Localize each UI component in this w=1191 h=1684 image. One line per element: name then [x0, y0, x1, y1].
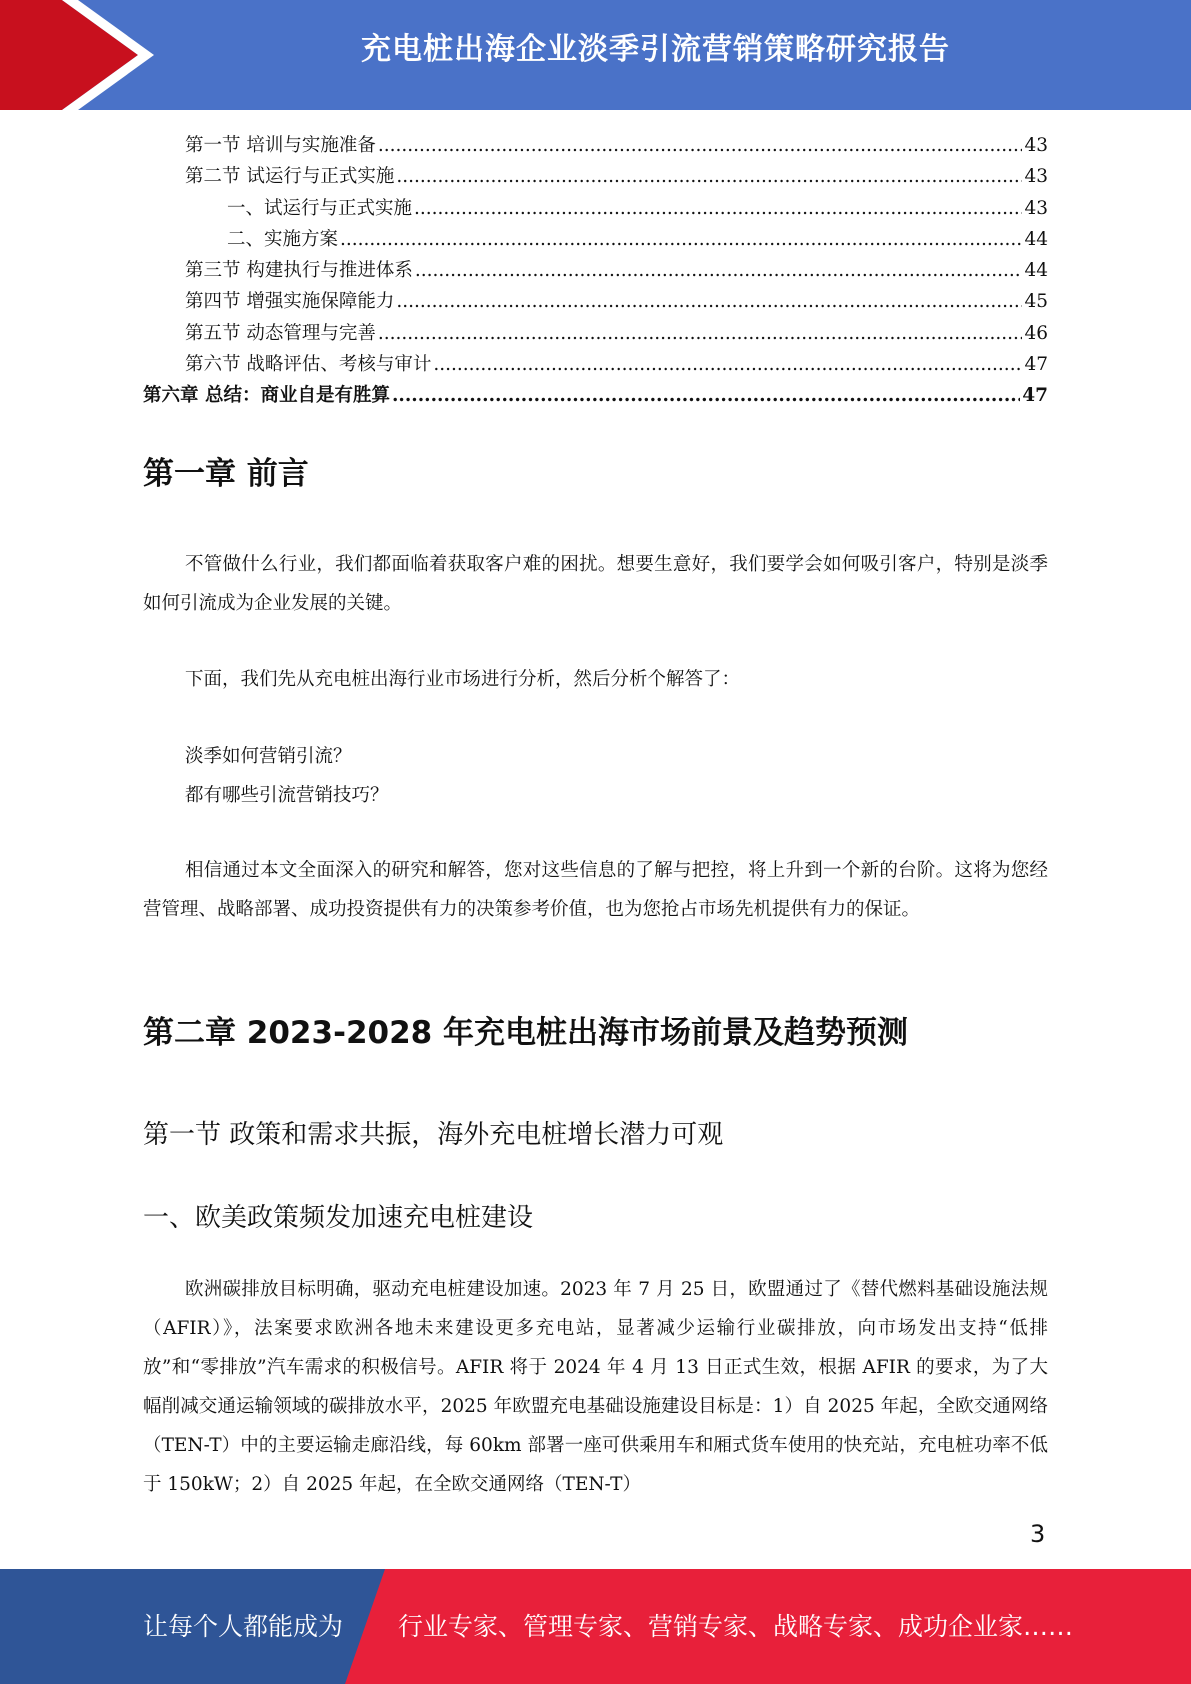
toc-leader-dots	[396, 291, 1022, 312]
body-paragraph: 下面，我们先从充电桩出海行业市场进行分析，然后分析个解答了：	[185, 669, 741, 690]
toc-leader-dots	[415, 260, 1023, 281]
toc-entry-label: 第四节 增强实施保障能力	[185, 291, 395, 313]
page-number: 3	[1030, 1520, 1046, 1548]
footer-banner	[0, 1569, 1191, 1684]
body-paragraph: 欧洲碳排放目标明确，驱动充电桩建设加速。2023 年 7 月 25 日，欧盟通过了《替代燃料基础设施法规（AFIR）》，法案要求欧洲各地未来建设更多充电站，显著减少运输行业碳排放，向市场发出支持“低排放”和“零排放”汽车需求的积极信号。AFIR 将于 2024 年 4 月 13 日正式生效，根据 AFIR 的要求，为了大幅削减交通运输领域的碳排放水平，2025 年欧盟充电基础设施建设目标是：1）自 2025 年起，全欧交通网络（TEN-T）中的主要运输走廊沿线，每 60km 部署一座可供乘用车和厢式货车使用的快充站，充电桩功率不低于 150kW；2）自 2025 年起，在全欧交通网络（TEN-T）	[143, 1279, 1048, 1495]
toc-entry-label: 第五节 动态管理与完善	[185, 322, 376, 344]
toc-entry-label: 第六章 总结：商业自是有胜算	[143, 385, 390, 407]
toc-entry[interactable]	[143, 256, 1048, 287]
chapter-heading: 第一章 前言	[143, 456, 309, 492]
toc-entry-chapter[interactable]	[143, 381, 1048, 412]
toc-entry-page: 44	[1024, 228, 1048, 250]
toc-entry-label: 一、试运行与正式实施	[227, 197, 413, 219]
question-line: 淡季如何营销引流？	[185, 746, 352, 767]
toc-entry[interactable]	[143, 287, 1048, 318]
section-heading: 第一节 政策和需求共振，海外充电桩增长潜力可观	[143, 1120, 724, 1150]
toc-entry-page: 44	[1024, 260, 1048, 282]
toc-entry[interactable]	[143, 350, 1048, 381]
toc-entry-page: 43	[1024, 197, 1048, 219]
toc-entry-page: 43	[1024, 135, 1048, 156]
toc-entry-page: 47	[1022, 385, 1048, 407]
toc-entry-label: 第三节 构建执行与推进体系	[185, 260, 413, 282]
body-paragraph: 不管做什么行业，我们都面临着获取客户难的困扰。想要生意好，我们要学会如何吸引客户，特别是淡季如何引流成为企业发展的关键。	[143, 554, 1048, 614]
toc-entry[interactable]	[143, 162, 1048, 193]
toc-leader-dots	[433, 354, 1022, 375]
chapter-heading: 第二章 2023-2028 年充电桩出海市场前景及趋势预测	[143, 1015, 909, 1051]
toc-entry[interactable]	[143, 131, 1048, 162]
toc-entry-page: 43	[1024, 166, 1048, 188]
toc-entry-label: 第六节 战略评估、考核与审计	[185, 354, 432, 376]
toc-leader-dots	[396, 166, 1022, 187]
header-banner	[0, 0, 1191, 110]
body-paragraph: 相信通过本文全面深入的研究和解答，您对这些信息的了解与把控，将上升到一个新的台阶。这将为您经营管理、战略部署、成功投资提供有力的决策参考价值，也为您抢占市场先机提供有力的保证。	[143, 860, 1048, 920]
question-line: 都有哪些引流营销技巧？	[185, 785, 389, 806]
toc-entry[interactable]	[143, 319, 1048, 350]
subsection-heading: 一、欧美政策频发加速充电桩建设	[143, 1203, 534, 1233]
toc-entry-label: 二、实施方案	[227, 228, 339, 250]
toc-leader-dots	[392, 385, 1020, 406]
toc-leader-dots	[378, 323, 1023, 344]
footer-slogan-left: 让每个人都能成为	[143, 1612, 344, 1641]
toc-entry-label: 第一节 培训与实施准备	[185, 135, 376, 156]
toc-entry-label: 第二节 试运行与正式实施	[185, 166, 395, 188]
report-title: 充电桩出海企业淡季引流营销策略研究报告	[361, 32, 950, 67]
toc-leader-dots	[378, 135, 1023, 156]
toc-leader-dots	[340, 229, 1022, 250]
toc-entry-page: 46	[1024, 322, 1048, 344]
toc-entry[interactable]	[143, 194, 1048, 225]
toc-leader-dots	[414, 198, 1022, 219]
toc-entry-page: 45	[1024, 291, 1048, 313]
table-of-contents	[143, 131, 1048, 413]
footer-slogan-right: 行业专家、管理专家、营销专家、战略专家、成功企业家……	[398, 1612, 1074, 1641]
toc-entry-page: 47	[1024, 354, 1048, 376]
toc-entry[interactable]	[143, 225, 1048, 256]
